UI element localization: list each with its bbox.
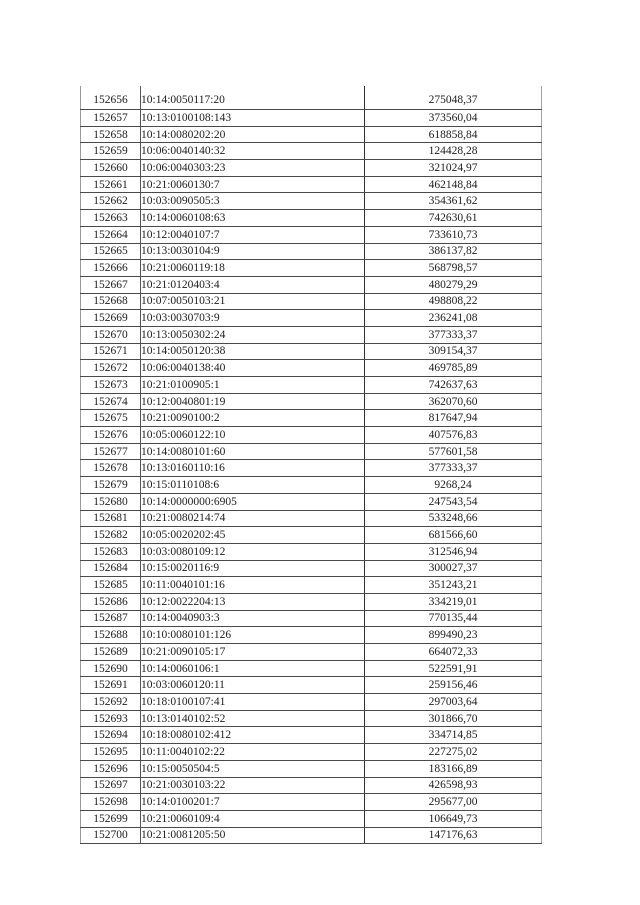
value-cell: 183166,89 xyxy=(365,760,542,777)
record-id-cell: 152675 xyxy=(81,410,141,427)
value-cell: 373560,04 xyxy=(365,110,542,127)
record-id-cell: 152692 xyxy=(81,694,141,711)
cadastral-code-cell: 10:06:0040140:32 xyxy=(141,143,365,160)
cadastral-code-cell: 10:21:0060119:18 xyxy=(141,260,365,277)
record-id-cell: 152684 xyxy=(81,560,141,577)
value-cell: 742637,63 xyxy=(365,377,542,394)
table-row xyxy=(81,493,542,510)
value-cell: 407576,83 xyxy=(365,427,542,444)
value-cell: 124428,28 xyxy=(365,143,542,160)
value-cell: 301866,70 xyxy=(365,710,542,727)
record-id-cell: 152663 xyxy=(81,210,141,227)
table-row xyxy=(81,360,542,377)
table-row xyxy=(81,760,542,777)
record-id-cell: 152693 xyxy=(81,710,141,727)
cadastral-code-cell: 10:14:0100201:7 xyxy=(141,794,365,811)
value-cell: 334219,01 xyxy=(365,593,542,610)
cadastral-code-cell: 10:21:0090105:17 xyxy=(141,644,365,661)
value-cell: 480279,29 xyxy=(365,276,542,293)
table-row xyxy=(81,276,542,293)
value-cell: 462148,84 xyxy=(365,176,542,193)
value-cell: 568798,57 xyxy=(365,260,542,277)
cadastral-code-cell: 10:13:0100108:143 xyxy=(141,110,365,127)
record-id-cell: 152667 xyxy=(81,276,141,293)
value-cell: 618858,84 xyxy=(365,126,542,143)
cadastral-code-cell: 10:18:0080102:412 xyxy=(141,727,365,744)
cadastral-code-cell: 10:14:0060106:1 xyxy=(141,660,365,677)
value-cell: 247543,54 xyxy=(365,493,542,510)
table-row xyxy=(81,86,542,110)
record-id-cell: 152659 xyxy=(81,143,141,160)
table-row xyxy=(81,310,542,327)
table-row xyxy=(81,427,542,444)
record-id-cell: 152657 xyxy=(81,110,141,127)
value-cell: 312546,94 xyxy=(365,543,542,560)
cadastral-code-cell: 10:21:0060130:7 xyxy=(141,176,365,193)
table-row xyxy=(81,744,542,761)
table-row xyxy=(81,677,542,694)
table-row xyxy=(81,644,542,661)
table-row xyxy=(81,660,542,677)
record-id-cell: 152698 xyxy=(81,794,141,811)
table-row xyxy=(81,694,542,711)
value-cell: 899490,23 xyxy=(365,627,542,644)
value-cell: 106649,73 xyxy=(365,810,542,827)
table-row xyxy=(81,560,542,577)
cadastral-code-cell: 10:14:0050117:20 xyxy=(141,86,365,110)
table-row xyxy=(81,160,542,177)
table-row xyxy=(81,243,542,260)
table-row xyxy=(81,343,542,360)
record-id-cell: 152681 xyxy=(81,510,141,527)
table-row xyxy=(81,293,542,310)
cadastral-code-cell: 10:10:0080101:126 xyxy=(141,627,365,644)
value-cell: 377333,37 xyxy=(365,326,542,343)
value-cell: 681566,60 xyxy=(365,527,542,544)
value-cell: 227275,02 xyxy=(365,744,542,761)
cadastral-code-cell: 10:21:0120403:4 xyxy=(141,276,365,293)
record-id-cell: 152689 xyxy=(81,644,141,661)
value-cell: 522591,91 xyxy=(365,660,542,677)
record-id-cell: 152696 xyxy=(81,760,141,777)
value-cell: 742630,61 xyxy=(365,210,542,227)
table-row xyxy=(81,377,542,394)
record-id-cell: 152656 xyxy=(81,86,141,110)
record-id-cell: 152685 xyxy=(81,577,141,594)
table-row xyxy=(81,110,542,127)
cadastral-code-cell: 10:13:0050302:24 xyxy=(141,326,365,343)
value-cell: 354361,62 xyxy=(365,193,542,210)
table-row xyxy=(81,543,542,560)
value-cell: 295677,00 xyxy=(365,794,542,811)
cadastral-code-cell: 10:12:0040107:7 xyxy=(141,226,365,243)
cadastral-code-cell: 10:03:0030703:9 xyxy=(141,310,365,327)
table-row xyxy=(81,176,542,193)
cadastral-code-cell: 10:11:0040101:16 xyxy=(141,577,365,594)
record-id-cell: 152699 xyxy=(81,810,141,827)
cadastral-code-cell: 10:14:0080101:60 xyxy=(141,443,365,460)
value-cell: 9268,24 xyxy=(365,477,542,494)
value-cell: 309154,37 xyxy=(365,343,542,360)
record-id-cell: 152686 xyxy=(81,593,141,610)
record-id-cell: 152687 xyxy=(81,610,141,627)
table-row xyxy=(81,794,542,811)
value-cell: 533248,66 xyxy=(365,510,542,527)
cadastral-code-cell: 10:14:0050120:38 xyxy=(141,343,365,360)
value-cell: 770135,44 xyxy=(365,610,542,627)
record-id-cell: 152669 xyxy=(81,310,141,327)
table-row xyxy=(81,460,542,477)
record-id-cell: 152674 xyxy=(81,393,141,410)
cadastral-code-cell: 10:13:0140102:52 xyxy=(141,710,365,727)
cadastral-code-cell: 10:21:0100905:1 xyxy=(141,377,365,394)
value-cell: 147176,63 xyxy=(365,827,542,844)
record-id-cell: 152690 xyxy=(81,660,141,677)
cadastral-code-cell: 10:21:0030103:22 xyxy=(141,777,365,794)
table-row xyxy=(81,627,542,644)
value-cell: 377333,37 xyxy=(365,460,542,477)
cadastral-code-cell: 10:15:0110108:6 xyxy=(141,477,365,494)
cadastral-code-cell: 10:06:0040138:40 xyxy=(141,360,365,377)
table-row xyxy=(81,827,542,844)
cadastral-code-cell: 10:12:0022204:13 xyxy=(141,593,365,610)
cadastral-code-cell: 10:12:0040801:19 xyxy=(141,393,365,410)
table-row xyxy=(81,477,542,494)
cadastral-code-cell: 10:05:0060122:10 xyxy=(141,427,365,444)
record-id-cell: 152664 xyxy=(81,226,141,243)
cadastral-code-cell: 10:03:0080109:12 xyxy=(141,543,365,560)
cadastral-code-cell: 10:15:0050504:5 xyxy=(141,760,365,777)
cadastral-code-cell: 10:06:0040303:23 xyxy=(141,160,365,177)
cadastral-code-cell: 10:11:0040102:22 xyxy=(141,744,365,761)
table-row xyxy=(81,143,542,160)
cadastral-code-cell: 10:18:0100107:41 xyxy=(141,694,365,711)
table-row xyxy=(81,727,542,744)
table-row xyxy=(81,326,542,343)
record-id-cell: 152666 xyxy=(81,260,141,277)
cadastral-code-cell: 10:14:0000000:6905 xyxy=(141,493,365,510)
record-id-cell: 152694 xyxy=(81,727,141,744)
cadastral-code-cell: 10:21:0080214:74 xyxy=(141,510,365,527)
data-table xyxy=(80,86,542,844)
table-row xyxy=(81,126,542,143)
value-cell: 351243,21 xyxy=(365,577,542,594)
value-cell: 426598,93 xyxy=(365,777,542,794)
record-id-cell: 152697 xyxy=(81,777,141,794)
record-id-cell: 152691 xyxy=(81,677,141,694)
value-cell: 664072,33 xyxy=(365,644,542,661)
value-cell: 297003,64 xyxy=(365,694,542,711)
table-row xyxy=(81,610,542,627)
record-id-cell: 152670 xyxy=(81,326,141,343)
cadastral-code-cell: 10:15:0020116:9 xyxy=(141,560,365,577)
cadastral-code-cell: 10:05:0020202:45 xyxy=(141,527,365,544)
value-cell: 259156,46 xyxy=(365,677,542,694)
cadastral-code-cell: 10:03:0060120:11 xyxy=(141,677,365,694)
record-id-cell: 152677 xyxy=(81,443,141,460)
table-row xyxy=(81,210,542,227)
record-id-cell: 152700 xyxy=(81,827,141,844)
table-row xyxy=(81,443,542,460)
value-cell: 362070,60 xyxy=(365,393,542,410)
record-id-cell: 152695 xyxy=(81,744,141,761)
table-row xyxy=(81,593,542,610)
table-row xyxy=(81,777,542,794)
record-id-cell: 152683 xyxy=(81,543,141,560)
cadastral-code-cell: 10:21:0060109:4 xyxy=(141,810,365,827)
value-cell: 275048,37 xyxy=(365,86,542,110)
record-id-cell: 152673 xyxy=(81,377,141,394)
value-cell: 469785,89 xyxy=(365,360,542,377)
cadastral-code-cell: 10:14:0040903:3 xyxy=(141,610,365,627)
table-row xyxy=(81,193,542,210)
record-id-cell: 152688 xyxy=(81,627,141,644)
table-row xyxy=(81,710,542,727)
table-row xyxy=(81,393,542,410)
record-id-cell: 152672 xyxy=(81,360,141,377)
table-row xyxy=(81,527,542,544)
cadastral-code-cell: 10:03:0090505:3 xyxy=(141,193,365,210)
cadastral-code-cell: 10:13:0030104:9 xyxy=(141,243,365,260)
record-id-cell: 152678 xyxy=(81,460,141,477)
cadastral-code-cell: 10:14:0060108:63 xyxy=(141,210,365,227)
value-cell: 300027,37 xyxy=(365,560,542,577)
table-row xyxy=(81,410,542,427)
table-row xyxy=(81,577,542,594)
record-id-cell: 152662 xyxy=(81,193,141,210)
record-id-cell: 152671 xyxy=(81,343,141,360)
table-row xyxy=(81,510,542,527)
value-cell: 498808,22 xyxy=(365,293,542,310)
record-id-cell: 152680 xyxy=(81,493,141,510)
record-id-cell: 152658 xyxy=(81,126,141,143)
value-cell: 577601,58 xyxy=(365,443,542,460)
record-id-cell: 152665 xyxy=(81,243,141,260)
record-id-cell: 152682 xyxy=(81,527,141,544)
table-row xyxy=(81,226,542,243)
value-cell: 334714,85 xyxy=(365,727,542,744)
cadastral-code-cell: 10:07:0050103:21 xyxy=(141,293,365,310)
cadastral-code-cell: 10:13:0160110:16 xyxy=(141,460,365,477)
cadastral-code-cell: 10:14:0080202:20 xyxy=(141,126,365,143)
table-body xyxy=(81,86,542,844)
record-id-cell: 152676 xyxy=(81,427,141,444)
value-cell: 386137,82 xyxy=(365,243,542,260)
record-id-cell: 152660 xyxy=(81,160,141,177)
cadastral-code-cell: 10:21:0090100:2 xyxy=(141,410,365,427)
table-row xyxy=(81,810,542,827)
value-cell: 236241,08 xyxy=(365,310,542,327)
cadastral-code-cell: 10:21:0081205:50 xyxy=(141,827,365,844)
value-cell: 321024,97 xyxy=(365,160,542,177)
record-id-cell: 152668 xyxy=(81,293,141,310)
value-cell: 733610,73 xyxy=(365,226,542,243)
record-id-cell: 152679 xyxy=(81,477,141,494)
record-id-cell: 152661 xyxy=(81,176,141,193)
table-row xyxy=(81,260,542,277)
value-cell: 817647,94 xyxy=(365,410,542,427)
